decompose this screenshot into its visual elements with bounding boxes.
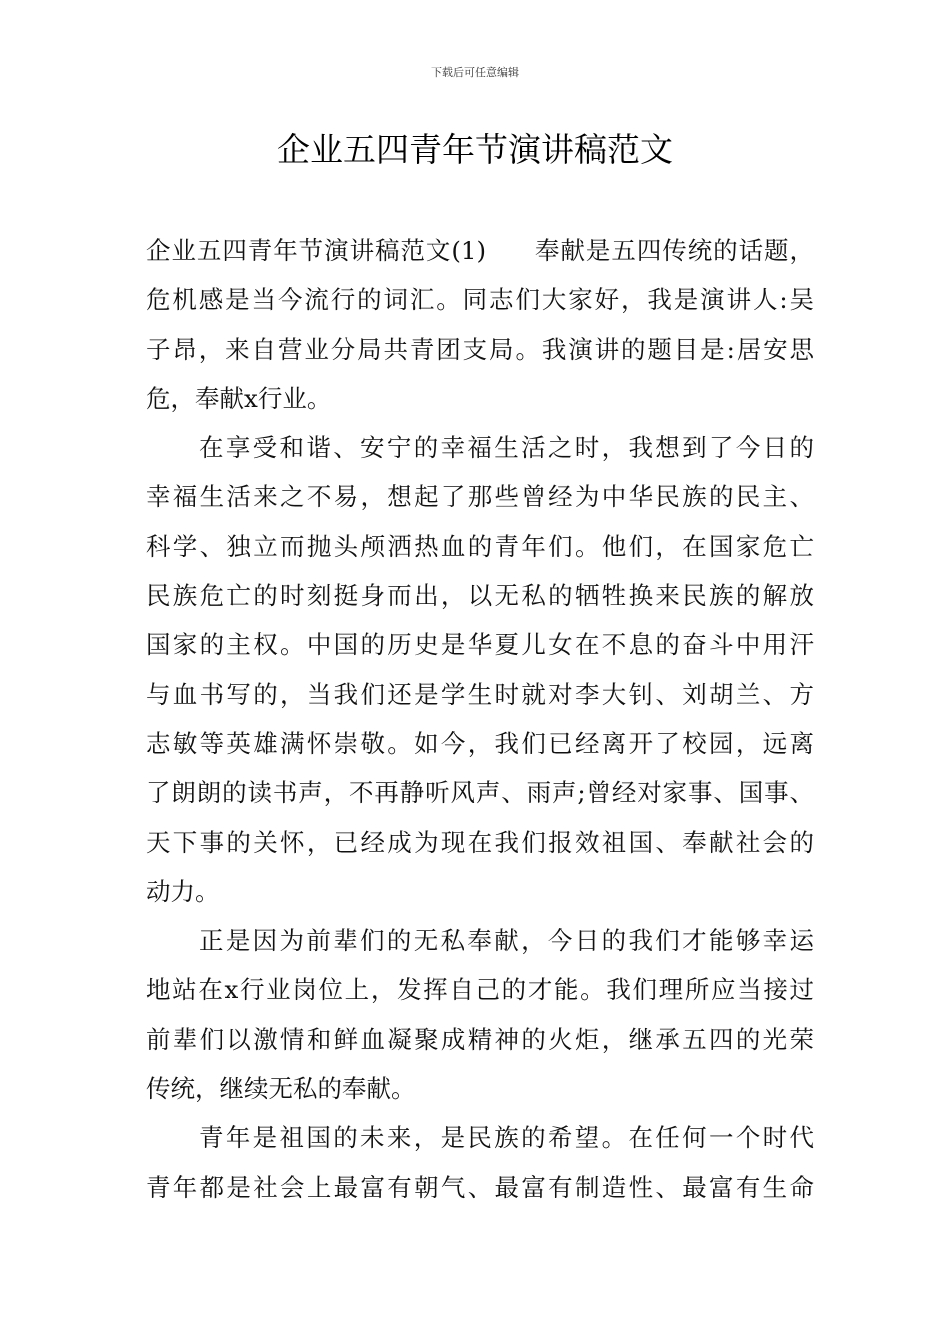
text-line: 子昂，来自营业分局共青团支局。我演讲的题目是:居安思 (146, 334, 814, 364)
text-line: 天下事的关怀，已经成为现在我们报效祖国、奉献社会的 (146, 827, 814, 857)
text-line: 前辈们以激情和鲜血凝聚成精神的火炬，继承五四的光荣 (146, 1024, 814, 1054)
text-line: 在享受和谐、安宁的幸福生活之时，我想到了今日的 (199, 433, 814, 463)
text-line: 青年是祖国的未来，是民族的希望。在任何一个时代 (199, 1123, 814, 1153)
text-line: 地站在x行业岗位上，发挥自己的才能。我们理所应当接过 (146, 975, 814, 1005)
text-line: 科学、独立而抛头颅洒热血的青年们。他们，在国家危亡 (146, 531, 814, 561)
text-line: 正是因为前辈们的无私奉献，今日的我们才能够幸运 (199, 926, 814, 956)
text-line: 志敏等英雄满怀崇敬。如今，我们已经离开了校园，远离 (146, 728, 814, 758)
paragraph (146, 916, 814, 1113)
paragraph (146, 226, 814, 423)
text-line: 了朗朗的读书声，不再静听风声、雨声;曾经对家事、国事、 (146, 778, 814, 808)
text-line: 幸福生活来之不易，想起了那些曾经为中华民族的民主、 (146, 482, 814, 512)
document-title: 企业五四青年节演讲稿范文 (277, 130, 673, 169)
paragraph (146, 423, 814, 916)
section-heading: 企业五四青年节演讲稿范文(1) (146, 236, 487, 265)
text-line: 民族危亡的时刻挺身而出，以无私的牺牲换来民族的解放 (146, 581, 814, 611)
text-line (146, 226, 814, 275)
text-line-continuation: 奉献是五四传统的话题， (534, 236, 815, 265)
text-line: 与血书写的，当我们还是学生时就对李大钊、刘胡兰、方 (146, 679, 814, 709)
header-note: 下载后可任意编辑 (431, 66, 519, 79)
text-line: 国家的主权。中国的历史是华夏儿女在不息的奋斗中用汗 (146, 630, 814, 660)
paragraph (146, 1113, 814, 1212)
text-line: 危机感是当今流行的词汇。同志们大家好，我是演讲人:吴 (146, 285, 814, 315)
document-body (146, 226, 814, 1212)
text-line: 青年都是社会上最富有朝气、最富有制造性、最富有生命 (146, 1172, 814, 1202)
text-line: 传统，继续无私的奉献。 (146, 1074, 416, 1104)
text-line: 危，奉献x行业。 (146, 383, 332, 413)
text-line: 动力。 (146, 876, 220, 906)
